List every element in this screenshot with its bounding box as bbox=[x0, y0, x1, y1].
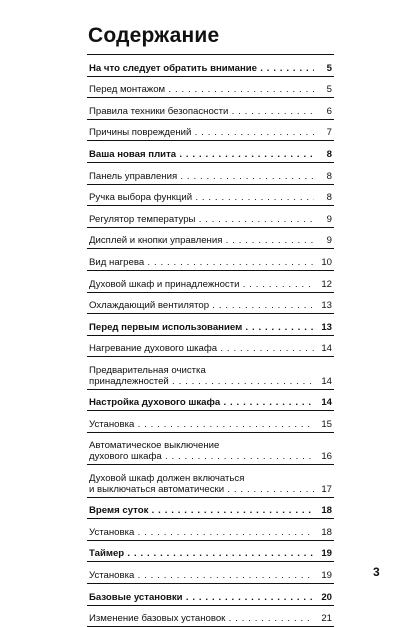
toc-entry-page: 17 bbox=[321, 483, 332, 495]
toc-entry[interactable] bbox=[87, 390, 334, 412]
toc-entry-line: Дисплей и кнопки управления . . . bbox=[89, 235, 314, 246]
toc-entry-page: 18 bbox=[321, 505, 332, 517]
toc-entry-page: 20 bbox=[321, 591, 332, 603]
toc-entry[interactable] bbox=[87, 228, 334, 250]
toc-entry-line: духового шкафа . . . bbox=[89, 451, 314, 462]
toc-entry[interactable] bbox=[87, 357, 334, 389]
toc-entry-page: 12 bbox=[321, 278, 332, 290]
toc-entry[interactable] bbox=[87, 163, 334, 185]
toc-entry[interactable] bbox=[87, 77, 334, 99]
toc-entry-title bbox=[89, 613, 314, 624]
toc-entry-page: 10 bbox=[321, 256, 332, 268]
toc-entry-title bbox=[89, 592, 314, 603]
toc-entry-title bbox=[89, 279, 314, 290]
toc-entry-line: Изменение базовых установок . . . bbox=[89, 613, 314, 624]
toc-entry-title bbox=[89, 419, 314, 430]
toc-entry-line: Регулятор температуры . . . bbox=[89, 214, 314, 225]
toc-entry-page: 14 bbox=[321, 397, 332, 409]
toc-entry-line: Ручка выбора функций . . . bbox=[89, 192, 314, 203]
toc-entry-title bbox=[89, 548, 314, 559]
toc-entry-page: 21 bbox=[321, 613, 332, 625]
toc-entry-page: 16 bbox=[321, 451, 332, 463]
toc-entry-page: 5 bbox=[326, 62, 332, 74]
toc-entry[interactable] bbox=[87, 519, 334, 541]
toc-entry-page: 9 bbox=[326, 235, 332, 247]
toc-entry-page: 8 bbox=[326, 148, 332, 160]
toc-entry[interactable] bbox=[87, 433, 334, 465]
toc-entry-line: принадлежностей . . . bbox=[89, 376, 314, 387]
toc-entry-page: 14 bbox=[321, 375, 332, 387]
toc-entry-title bbox=[89, 397, 314, 408]
toc-entry[interactable] bbox=[87, 606, 334, 627]
toc-entry-page: 19 bbox=[321, 570, 332, 582]
toc-entry-page: 19 bbox=[321, 548, 332, 560]
toc-entry-title bbox=[89, 440, 314, 462]
page-number: 3 bbox=[373, 565, 380, 579]
toc-entry-page: 5 bbox=[326, 84, 332, 96]
toc-entry-page: 8 bbox=[326, 170, 332, 182]
toc-entry[interactable] bbox=[87, 271, 334, 293]
toc-entry-title bbox=[89, 473, 314, 495]
toc-entry-line: Время суток . . . bbox=[89, 505, 314, 516]
toc-entry-line: Установка . . . bbox=[89, 570, 314, 581]
toc-entry-title bbox=[89, 84, 314, 95]
toc-entry-line: Предварительная очистка bbox=[89, 364, 206, 376]
toc-entry-title bbox=[89, 365, 314, 387]
toc-entry[interactable] bbox=[87, 411, 334, 433]
toc-entry[interactable] bbox=[87, 55, 334, 77]
toc-entry-page: 14 bbox=[321, 343, 332, 355]
toc-entry-line: Базовые установки . . . bbox=[89, 592, 314, 603]
toc-entry[interactable] bbox=[87, 541, 334, 563]
toc-entry[interactable] bbox=[87, 98, 334, 120]
toc-entry-title bbox=[89, 171, 314, 182]
toc-entry[interactable] bbox=[87, 498, 334, 520]
toc-entry-line: Правила техники безопасности . . . bbox=[89, 106, 314, 117]
toc-entry-page: 18 bbox=[321, 526, 332, 538]
toc-entry-title bbox=[89, 322, 314, 333]
page-title: Содержание bbox=[88, 24, 220, 47]
toc-entry-page: 7 bbox=[326, 127, 332, 139]
table-of-contents bbox=[87, 54, 334, 627]
toc-entry-title bbox=[89, 63, 314, 74]
toc-entry[interactable] bbox=[87, 185, 334, 207]
toc-entry-line: Причины повреждений . . . bbox=[89, 127, 314, 138]
toc-entry-title bbox=[89, 505, 314, 516]
toc-entry-line: Установка . . . bbox=[89, 527, 314, 538]
toc-entry[interactable] bbox=[87, 314, 334, 336]
toc-entry[interactable] bbox=[87, 120, 334, 142]
toc-entry-line: Духовой шкаф и принадлежности . . . bbox=[89, 279, 314, 290]
toc-entry[interactable] bbox=[87, 249, 334, 271]
toc-entry[interactable] bbox=[87, 336, 334, 358]
toc-entry-title bbox=[89, 149, 314, 160]
toc-entry-page: 15 bbox=[321, 418, 332, 430]
toc-entry-line: Перед первым использованием . . . bbox=[89, 322, 314, 333]
toc-entry-title bbox=[89, 192, 314, 203]
toc-entry-line: Автоматическое выключение bbox=[89, 440, 220, 452]
toc-entry-line: Перед монтажом . . . bbox=[89, 84, 314, 95]
toc-entry-page: 6 bbox=[326, 105, 332, 117]
toc-entry-title bbox=[89, 127, 314, 138]
toc-entry-line: Установка . . . bbox=[89, 419, 314, 430]
toc-entry-title bbox=[89, 257, 314, 268]
toc-entry[interactable] bbox=[87, 206, 334, 228]
toc-entry-title bbox=[89, 214, 314, 225]
toc-entry-line: Нагревание духового шкафа . . . bbox=[89, 343, 314, 354]
toc-entry-line: На что следует обратить внимание . . . bbox=[89, 63, 314, 74]
toc-entry-line: Панель управления . . . bbox=[89, 171, 314, 182]
toc-entry-title bbox=[89, 106, 314, 117]
toc-entry-title bbox=[89, 343, 314, 354]
toc-entry-page: 8 bbox=[326, 192, 332, 204]
toc-entry-title bbox=[89, 527, 314, 538]
toc-entry-title bbox=[89, 300, 314, 311]
toc-entry-line: Таймер . . . bbox=[89, 548, 314, 559]
toc-entry[interactable] bbox=[87, 293, 334, 315]
toc-entry-page: 9 bbox=[326, 213, 332, 225]
toc-entry-title bbox=[89, 235, 314, 246]
toc-entry-title bbox=[89, 570, 314, 581]
toc-entry[interactable] bbox=[87, 141, 334, 163]
toc-entry-line: Охлаждающий вентилятор . . . bbox=[89, 300, 314, 311]
toc-entry[interactable] bbox=[87, 562, 334, 584]
toc-entry-line: и выключаться автоматически . . . bbox=[89, 484, 314, 495]
toc-entry-page: 13 bbox=[321, 321, 332, 333]
toc-entry-line: Духовой шкаф должен включаться bbox=[89, 472, 245, 484]
toc-entry-line: Ваша новая плита . . . bbox=[89, 149, 314, 160]
toc-entry-line: Настройка духового шкафа . . . bbox=[89, 397, 314, 408]
toc-entry-page: 13 bbox=[321, 300, 332, 312]
toc-entry[interactable] bbox=[87, 465, 334, 497]
toc-entry-line: Вид нагрева . . . bbox=[89, 257, 314, 268]
